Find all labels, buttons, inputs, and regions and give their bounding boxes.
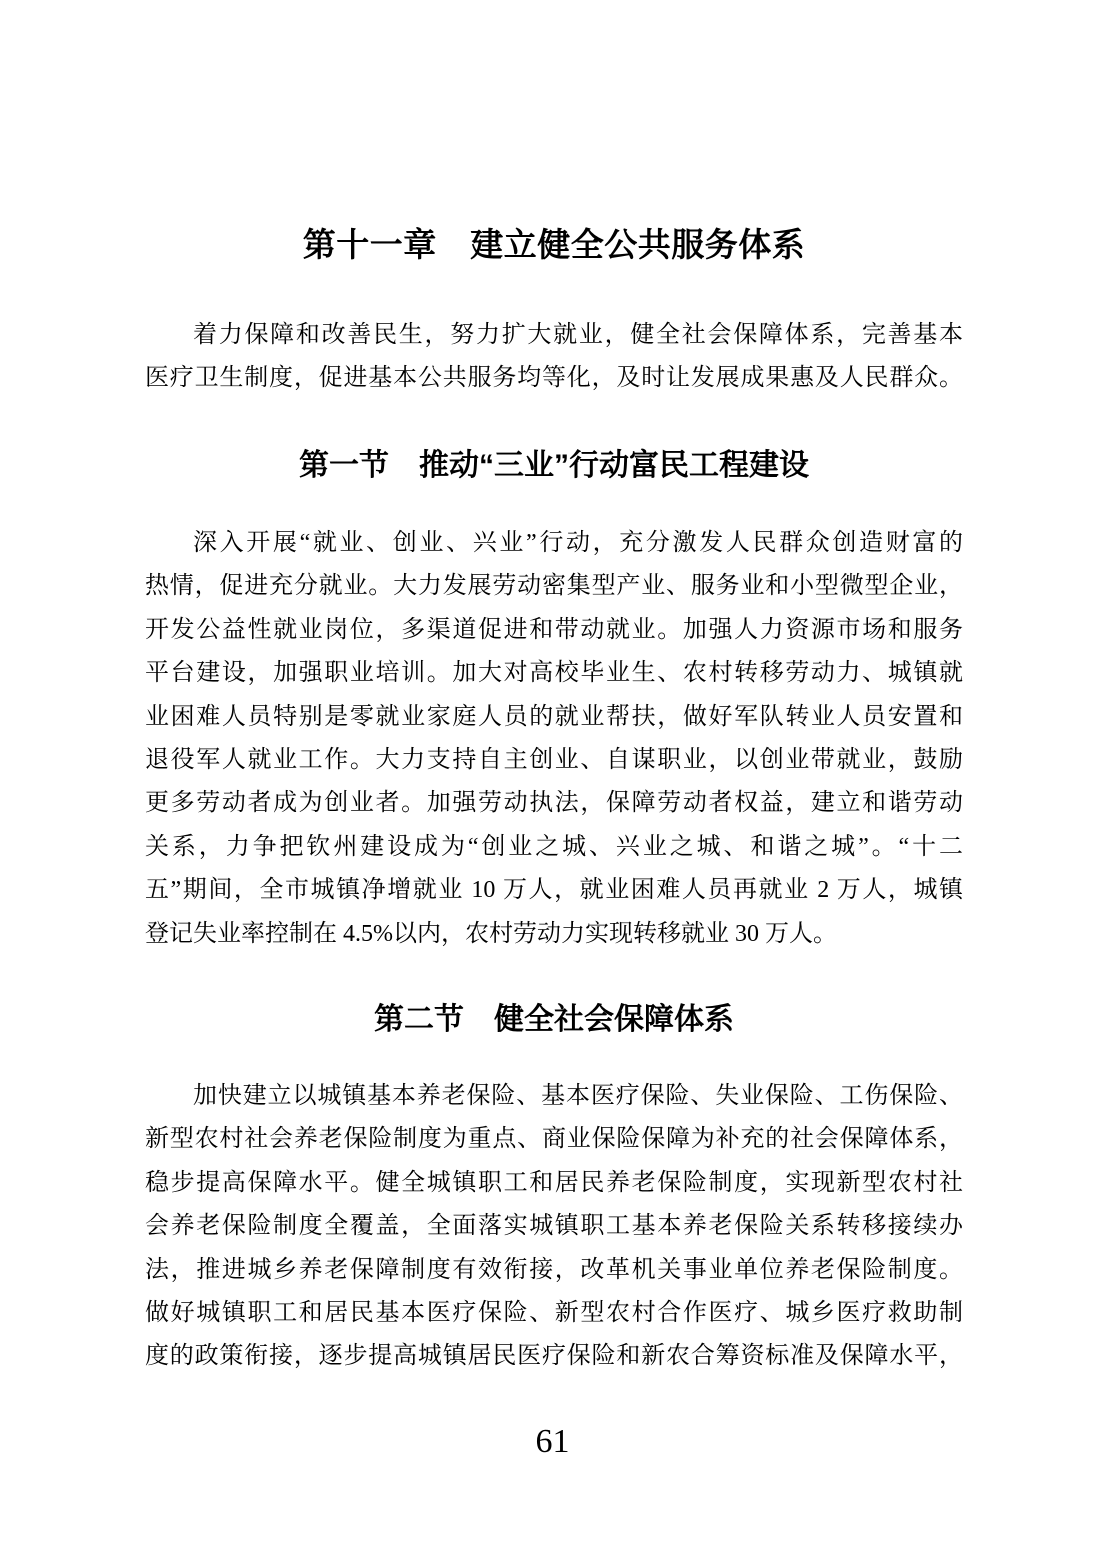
paragraph-line: 着力保障和改善民生，努力扩大就业，健全社会保障体系，完善基本: [193, 322, 963, 348]
paragraph-line: 深入开展“就业、创业、兴业”行动，充分激发人民群众创造财富的: [193, 530, 963, 556]
paragraph-line: 会养老保险制度全覆盖，全面落实城镇职工基本养老保险关系转移接续办: [145, 1213, 963, 1240]
paragraph-line: 平台建设，加强职业培训。加大对高校毕业生、农村转移劳动力、城镇就: [145, 660, 963, 687]
section2-heading: 第二节 健全社会保障体系: [374, 1003, 734, 1036]
chapter-title: 第十一章 建立健全公共服务体系: [302, 226, 806, 263]
paragraph-line: 医疗卫生制度，促进基本公共服务均等化，及时让发展成果惠及人民群众。: [145, 365, 963, 392]
paragraph-line: 退役军人就业工作。大力支持自主创业、自谋职业，以创业带就业，鼓励: [145, 746, 963, 773]
paragraph-line: 热情，促进充分就业。大力发展劳动密集型产业、服务业和小型微型企业，: [145, 573, 963, 600]
section1-heading: 第一节 推动“三业”行动富民工程建设: [299, 449, 809, 482]
paragraph-line: 稳步提高保障水平。健全城镇职工和居民养老保险制度，实现新型农村社: [145, 1169, 963, 1196]
section1-paragraph: [145, 522, 963, 956]
paragraph-line: 开发公益性就业岗位，多渠道促进和带动就业。加强人力资源市场和服务: [145, 616, 963, 643]
paragraph-line: 度的政策衔接，逐步提高城镇居民医疗保险和新农合筹资标准及保障水平，: [145, 1343, 963, 1370]
paragraph-line: 法，推进城乡养老保障制度有效衔接，改革机关事业单位养老保险制度。: [145, 1256, 963, 1283]
paragraph-line: 关系，力争把钦州建设成为“创业之城、兴业之城、和谐之城”。“十二: [145, 833, 963, 860]
paragraph-line: 做好城镇职工和居民基本医疗保险、新型农村合作医疗、城乡医疗救助制: [145, 1299, 963, 1326]
paragraph-line: 业困难人员特别是零就业家庭人员的就业帮扶，做好军队转业人员安置和: [145, 703, 963, 730]
intro-paragraph: [145, 314, 963, 401]
paragraph-line: 新型农村社会养老保险制度为重点、商业保险保障为补充的社会保障体系，: [145, 1126, 963, 1153]
paragraph-line: 登记失业率控制在 4.5%以内，农村劳动力实现转移就业 30 万人。: [145, 920, 837, 947]
page-number: 61: [535, 1423, 570, 1460]
paragraph-line: 五”期间，全市城镇净增就业 10 万人，就业困难人员再就业 2 万人，城镇: [145, 877, 963, 904]
section2-paragraph: [145, 1075, 963, 1379]
paragraph-line: 更多劳动者成为创业者。加强劳动执法，保障劳动者权益，建立和谐劳动: [145, 790, 963, 817]
paragraph-line: 加快建立以城镇基本养老保险、基本医疗保险、失业保险、工伤保险、: [193, 1083, 963, 1109]
